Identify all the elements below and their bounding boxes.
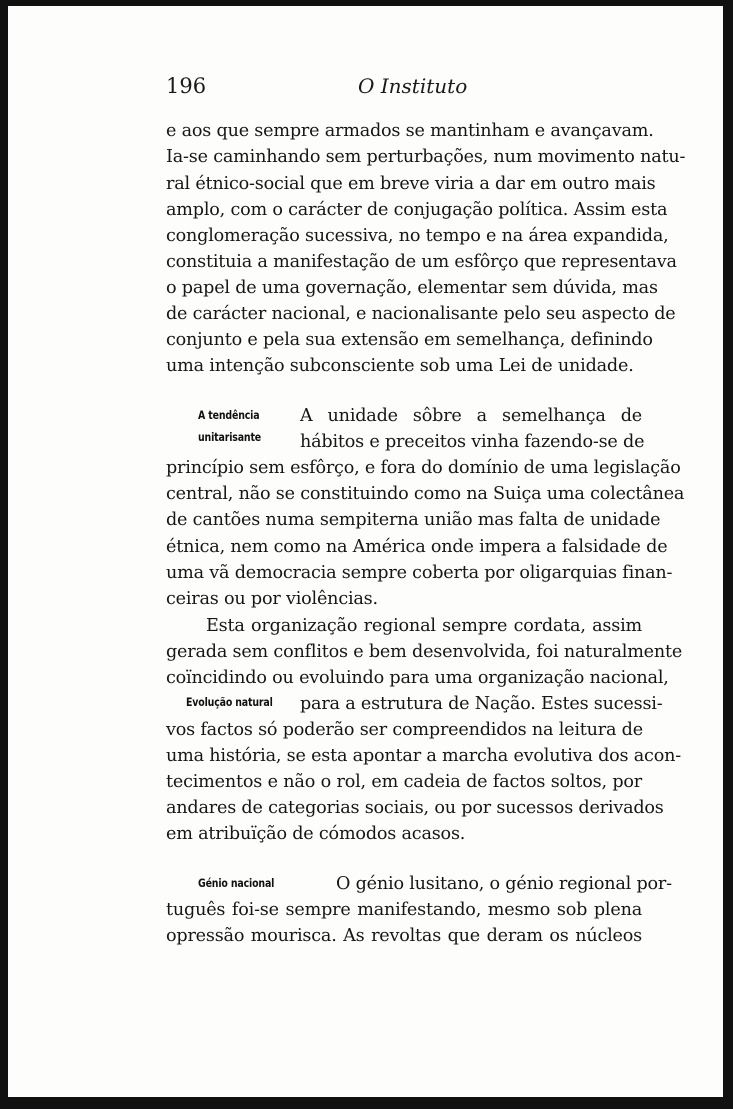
margin-note-unitarisante: unitarisante	[198, 430, 262, 444]
text-line: de carácter nacional, e nacionalisante pelo seu aspecto de	[166, 304, 676, 324]
text-line: andares de categorias sociais, ou por sucessos derivados	[166, 798, 664, 818]
text-line: uma história, se esta apontar a marcha evolutiva dos acon-	[166, 746, 681, 766]
text-line: hábitos e preceitos vinha fazendo-se de	[300, 432, 645, 452]
text-line: princípio sem esfôrço, e fora do domínio de uma legislação	[166, 458, 681, 478]
scan-border-left	[0, 0, 8, 1109]
text-line: opressão mourisca. As revoltas que deram os núcleos	[166, 926, 642, 946]
text-line: e aos que sempre armados se mantinham e avançavam.	[166, 121, 654, 141]
margin-note-evolucao: Evolução natural	[186, 695, 273, 709]
text-line: conjunto e pela sua extensão em semelhança, definindo	[166, 330, 653, 350]
scan-border-bottom	[0, 1097, 733, 1109]
page-number: 196	[166, 74, 207, 98]
text-line: tecimentos e não o rol, em cadeia de factos soltos, por	[166, 772, 642, 792]
text-line: uma vã democracia sempre coberta por oligarquias finan-	[166, 563, 673, 583]
text-line: constituia a manifestação de um esfôrço que representava	[166, 252, 677, 272]
running-title: O Instituto	[358, 74, 468, 98]
text-line: Ia-se caminhando sem perturbações, num movimento natu-	[166, 147, 686, 167]
text-line: gerada sem conflitos e bem desenvolvida, foi naturalmente	[166, 642, 683, 662]
scan-border-right	[723, 0, 733, 1109]
text-line: uma intenção subconsciente sob uma Lei de unidade.	[166, 356, 634, 376]
text-line: conglomeração sucessiva, no tempo e na área expandida,	[166, 226, 669, 246]
text-line: ral étnico-social que em breve viria a dar em outro mais	[166, 174, 656, 194]
text-line: coïncidindo ou evoluindo para uma organização nacional,	[166, 668, 669, 688]
text-line: étnica, nem como na América onde impera a falsidade de	[166, 537, 668, 557]
text-line: em atribuïção de cómodos acasos.	[166, 824, 466, 844]
text-line: central, não se constituindo como na Suiça uma colectânea	[166, 484, 685, 504]
text-line: Esta organização regional sempre cordata, assim	[206, 616, 642, 636]
text-line: ceiras ou por violências.	[166, 589, 378, 609]
text-line: o papel de uma governação, elementar sem dúvida, mas	[166, 278, 658, 298]
scan-border-top	[0, 0, 733, 6]
text-line: de cantões numa sempiterna união mas falta de unidade	[166, 510, 661, 530]
text-line: para a estrutura de Nação. Estes sucessi-	[300, 694, 663, 714]
margin-note-tendencia: A tendência	[198, 408, 260, 422]
text-line: A unidade sôbre a semelhança de	[300, 406, 642, 426]
text-line: amplo, com o carácter de conjugação política. Assim esta	[166, 200, 668, 220]
margin-note-genio: Génio nacional	[198, 876, 275, 890]
text-line: O génio lusitano, o génio regional por-	[336, 874, 672, 894]
page-header	[166, 74, 642, 104]
text-line: vos factos só poderão ser compreendidos na leitura de	[166, 720, 643, 740]
text-line: tuguês foi-se sempre manifestando, mesmo sob plena	[166, 900, 642, 920]
